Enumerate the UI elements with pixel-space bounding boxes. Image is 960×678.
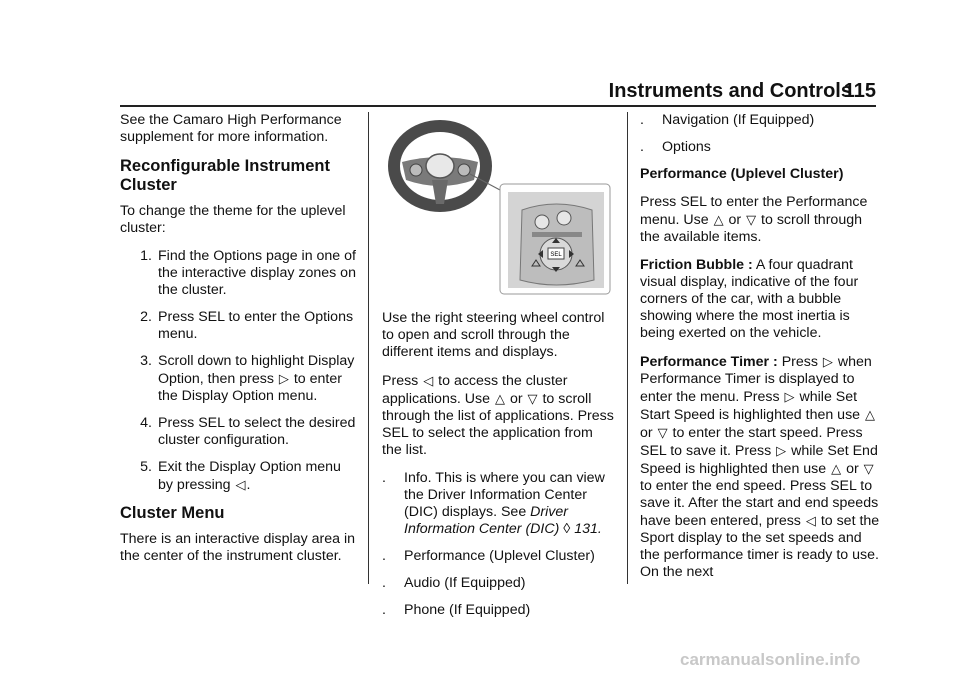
column-left [120,112,356,576]
header-rule [120,105,876,107]
step-3: 3. Scroll down to highlight Display Option, then press ▷ to enter the Display Option menu. [140,353,355,404]
heading-reconfigurable-cluster: Reconfigurable Instrument Cluster [120,157,330,194]
list-item: . Phone (If Equipped) [382,602,531,618]
thumbwheel-right-icon: ▷ [776,443,787,458]
column-divider-2 [627,112,628,584]
intro-steering-control: Use the right steering wheel control to open and scroll through the different items and displays. [382,310,605,360]
thumbwheel-down-icon: ▽ [657,425,668,440]
thumbwheel-up-icon: △ [831,461,842,476]
step-1: 1. Find the Options page in one of the interactive display zones on the cluster. [140,248,356,298]
list-item-info: . Info. This is where you can view the Driver Information Center (DIC) displays. See Driver Information Center (DIC) ◊ 131. [382,470,605,537]
thumbwheel-up-icon: △ [713,212,724,227]
step-2: 2. Press SEL to enter the Options menu. [140,309,354,342]
back-left-icon: ◁ [423,373,434,388]
performance-text: Press SEL to enter the Performance menu. Use △ or ▽ to scroll through the available items. [640,194,868,245]
intro-text: See the Camaro High Performance supplement for more information. [120,112,342,145]
step-4: 4. Press SEL to select the desired cluster configuration. [140,415,356,448]
column-middle [382,112,614,629]
thumbwheel-down-icon: ▽ [746,212,757,227]
page-ref-icon: ◊ [563,521,571,537]
step-5: 5. Exit the Display Option menu by pressing ◁. [140,459,341,493]
thumbwheel-up-icon: △ [495,391,505,406]
thumbwheel-right-icon: ▷ [784,389,795,404]
watermark: carmanualsonline.info [680,650,861,669]
page-number: 115 [843,80,876,102]
performance-heading: Performance (Uplevel Cluster) [640,166,844,182]
steering-wheel-illustration [382,114,614,300]
section-title: Instruments and Controls [608,80,852,102]
thumbwheel-right-icon: ▷ [278,371,289,386]
applications-text: Press ◁ to access the cluster applications. Use △ or ▽ to scroll through the list of applications. Press SEL to select the application from the list. [382,373,614,458]
thumbwheel-down-icon: ▽ [527,391,538,406]
cluster-menu-text: There is an interactive display area in the center of the instrument cluster. [120,531,356,564]
heading-cluster-menu: Cluster Menu [120,504,225,522]
theme-text: To change the theme for the uplevel cluster: [120,203,346,236]
thumbwheel-right-icon: ▷ [822,354,833,369]
back-left-icon: ◁ [805,513,816,528]
bullet: . [382,470,386,486]
dic-link[interactable]: Driver Information Center (DIC) [404,504,569,537]
page-header [0,0,960,108]
back-left-icon: ◁ [235,477,246,492]
column-divider-1 [368,112,369,584]
column-right [640,112,880,592]
list-item: . Performance (Uplevel Cluster) [382,548,595,564]
list-item: . Navigation (If Equipped) [640,112,815,128]
thumbwheel-down-icon: ▽ [863,461,874,476]
friction-bubble-text: Friction Bubble : A four quadrant visual display, indicative of the four corners of the car, with a bubble showing where the most inertia is being exerted on the vehicle. [640,257,859,341]
performance-timer-text: Performance Timer : Press ▷ when Performance Timer is displayed to enter the menu. Press ▷ while Set Start Speed is highlighted then use △ or ▽ to enter the start speed. Press SEL to save it. Press ▷ while Set End Speed is highlighted then use △ or ▽ to enter the end speed. Press SEL to save it. After the start and end speeds have been entered, press ◁ to set the Sport display to the set speeds and the performance timer is ready to use. On the next [640,354,880,580]
list-item: . Options [640,139,711,155]
svg-text:SEL: SEL [550,252,562,258]
thumbwheel-up-icon: △ [865,407,876,422]
list-item: . Audio (If Equipped) [382,575,526,591]
